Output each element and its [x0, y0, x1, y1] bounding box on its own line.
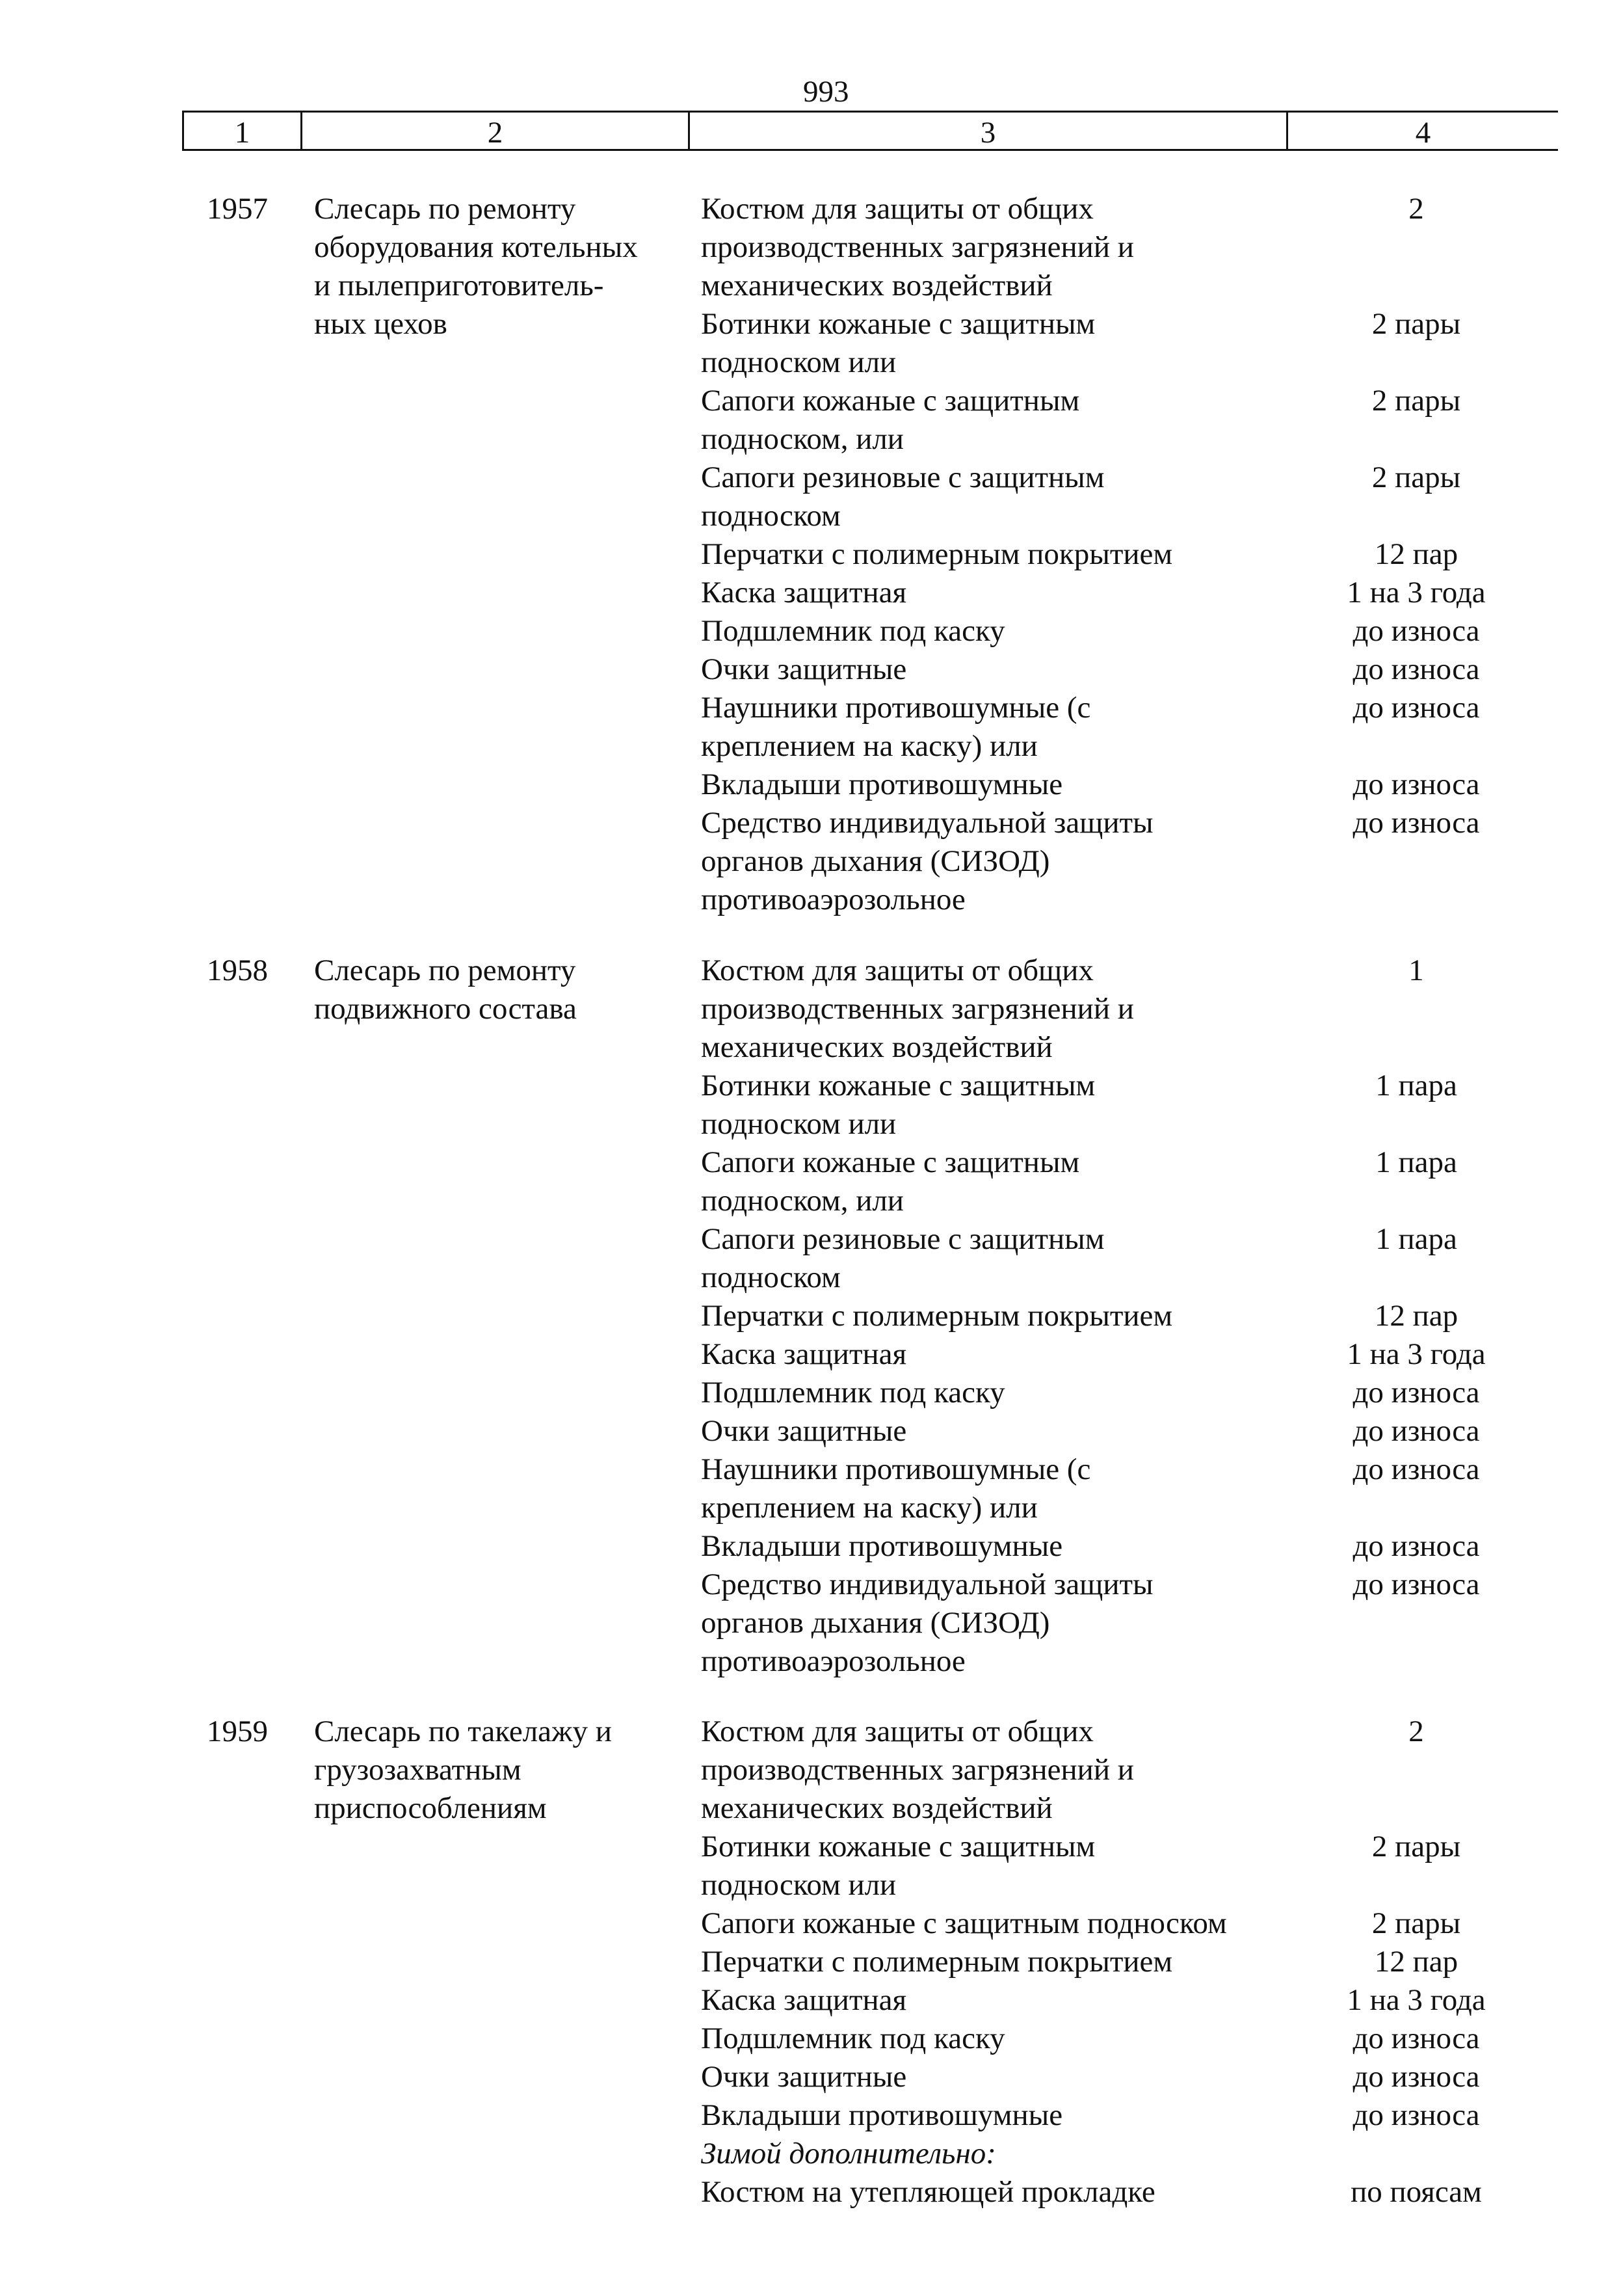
ppe-item: [701, 2058, 1559, 2096]
ppe-item-name: Ботинки кожаные с защитным подноском или: [701, 307, 1096, 379]
ppe-item-norm: 12 пар: [1374, 1299, 1458, 1333]
ppe-item: [701, 2096, 1559, 2135]
ppe-item-name: Сапоги резиновые с защитным подноском: [701, 461, 1105, 533]
ppe-item-name: Подшлемник под каску: [701, 1376, 1005, 1409]
ppe-item-norm: до износа: [1352, 1414, 1480, 1448]
ppe-item: [701, 1450, 1559, 1527]
ppe-item-name: Очки защитные: [701, 2060, 907, 2094]
ppe-item: [701, 382, 1559, 459]
ppe-item-norm: до износа: [1352, 614, 1480, 648]
ppe-item: [701, 612, 1559, 650]
ppe-item-name: Сапоги кожаные с защитным подноском, или: [701, 384, 1080, 456]
column-header-2: 2: [302, 113, 690, 149]
ppe-item-norm: 1 пара: [1375, 1222, 1457, 1256]
ppe-items-list: [701, 952, 1559, 1681]
profession-name: Слесарь по ремонту оборудования котельных и пылеприготовитель- ных цехов: [314, 192, 638, 341]
ppe-item: [701, 1566, 1559, 1681]
entry-code: 1957: [207, 192, 268, 226]
ppe-item-norm: 2: [1408, 192, 1424, 226]
ppe-item: [701, 1335, 1559, 1374]
column-header-1: 1: [184, 113, 302, 149]
ppe-item: [701, 2173, 1559, 2211]
ppe-item-name: Наушники противошумные (с креплением на каску) или: [701, 1452, 1091, 1525]
column-header-3: 3: [690, 113, 1288, 149]
ppe-item-name: Каска защитная: [701, 1337, 907, 1371]
ppe-item: [701, 2020, 1559, 2058]
ppe-item-name: Ботинки кожаные с защитным подноском или: [701, 1830, 1096, 1902]
profession-name: Слесарь по ремонту подвижного состава: [314, 954, 577, 1026]
ppe-item: [701, 535, 1559, 574]
ppe-item-norm: до износа: [1352, 1376, 1480, 1409]
ppe-item-name: Средство индивидуальной защиты органов дыхания (СИЗОД) противоаэрозольное: [701, 1568, 1154, 1678]
ppe-item-norm: до износа: [1352, 1529, 1480, 1563]
ppe-item: [701, 1981, 1559, 2020]
ppe-item-norm: 1 пара: [1375, 1069, 1457, 1102]
ppe-item: [701, 1904, 1559, 1943]
ppe-item-name: Перчатки с полимерным покрытием: [701, 1945, 1173, 1979]
entry-code: 1958: [207, 954, 268, 987]
ppe-item-name: Сапоги кожаные с защитным подноском: [701, 1906, 1227, 1940]
ppe-item-norm: до износа: [1352, 1568, 1480, 1601]
section-note: Зимой дополнительно:: [701, 2137, 996, 2170]
ppe-items-list: [701, 1713, 1559, 2211]
ppe-item: [701, 2135, 1559, 2173]
ppe-item: [701, 305, 1559, 382]
ppe-item-norm: 2 пары: [1371, 461, 1461, 494]
ppe-item-norm: 12 пар: [1374, 1945, 1458, 1979]
ppe-item: [701, 1527, 1559, 1566]
ppe-item-name: Сапоги резиновые с защитным подноском: [701, 1222, 1105, 1294]
ppe-item-name: Каска защитная: [701, 576, 907, 609]
column-header-4: 4: [1415, 116, 1431, 150]
ppe-items-list: [701, 190, 1559, 919]
ppe-item-norm: до износа: [1352, 2022, 1480, 2055]
ppe-item: [701, 1297, 1559, 1335]
ppe-item-norm: до износа: [1352, 806, 1480, 840]
ppe-item: [701, 1374, 1559, 1412]
ppe-item-name: Очки защитные: [701, 1414, 907, 1448]
entry-code: 1959: [207, 1715, 268, 1748]
ppe-item-norm: 1 на 3 года: [1347, 576, 1486, 609]
page-number: 993: [803, 75, 849, 109]
ppe-item-norm: до износа: [1352, 652, 1480, 686]
ppe-item-norm: по поясам: [1351, 2175, 1482, 2209]
ppe-item-name: Костюм для защиты от общих производственных загрязнений и механических воздействий: [701, 1715, 1134, 1825]
ppe-item: [701, 952, 1559, 1067]
ppe-item: [701, 766, 1559, 804]
ppe-item-norm: 12 пар: [1374, 537, 1458, 571]
ppe-item-norm: до износа: [1352, 2098, 1480, 2132]
ppe-item: [701, 1713, 1559, 1828]
ppe-item-norm: 2 пары: [1371, 1906, 1461, 1940]
ppe-item: [701, 1143, 1559, 1220]
ppe-item: [701, 689, 1559, 766]
ppe-item-name: Вкладыши противошумные: [701, 2098, 1063, 2132]
ppe-item-norm: до износа: [1352, 691, 1480, 725]
ppe-item-name: Вкладыши противошумные: [701, 768, 1063, 801]
ppe-item: [701, 650, 1559, 689]
ppe-item: [701, 1220, 1559, 1297]
ppe-item-name: Наушники противошумные (с креплением на каску) или: [701, 691, 1091, 763]
ppe-item-name: Перчатки с полимерным покрытием: [701, 537, 1173, 571]
ppe-item: [701, 459, 1559, 535]
ppe-item-norm: до износа: [1352, 768, 1480, 801]
ppe-item-norm: 1 на 3 года: [1347, 1337, 1486, 1371]
ppe-item-norm: 2 пары: [1371, 1830, 1461, 1863]
ppe-item-norm: 1 на 3 года: [1347, 1983, 1486, 2017]
ppe-item-name: Костюм на утепляющей прокладке: [701, 2175, 1155, 2209]
ppe-item-norm: 2: [1408, 1715, 1424, 1748]
ppe-item: [701, 1412, 1559, 1450]
ppe-item-norm: 1: [1408, 954, 1424, 987]
ppe-item-name: Подшлемник под каску: [701, 2022, 1005, 2055]
ppe-item-name: Средство индивидуальной защиты органов дыхания (СИЗОД) противоаэрозольное: [701, 806, 1154, 916]
ppe-item-name: Сапоги кожаные с защитным подноском, или: [701, 1145, 1080, 1218]
ppe-item-norm: до износа: [1352, 1452, 1480, 1486]
ppe-item-name: Костюм для защиты от общих производственных загрязнений и механических воздействий: [701, 192, 1134, 302]
ppe-item-norm: 2 пары: [1371, 307, 1461, 341]
ppe-item-name: Очки защитные: [701, 652, 907, 686]
column-header-row: [182, 111, 1558, 151]
ppe-item-name: Каска защитная: [701, 1983, 907, 2017]
ppe-item: [701, 190, 1559, 305]
ppe-item-name: Ботинки кожаные с защитным подноском или: [701, 1069, 1096, 1141]
ppe-item: [701, 1067, 1559, 1143]
ppe-item: [701, 1828, 1559, 1904]
ppe-item: [701, 574, 1559, 612]
ppe-item-name: Костюм для защиты от общих производственных загрязнений и механических воздействий: [701, 954, 1134, 1064]
ppe-item: [701, 1943, 1559, 1981]
ppe-item-norm: до износа: [1352, 2060, 1480, 2094]
ppe-item-norm: 2 пары: [1371, 384, 1461, 418]
ppe-item-name: Перчатки с полимерным покрытием: [701, 1299, 1173, 1333]
ppe-item-name: Вкладыши противошумные: [701, 1529, 1063, 1563]
ppe-item-norm: 1 пара: [1375, 1145, 1457, 1179]
ppe-item: [701, 804, 1559, 919]
profession-name: Слесарь по такелажу и грузозахватным приспособлениям: [314, 1715, 612, 1825]
ppe-item-name: Подшлемник под каску: [701, 614, 1005, 648]
